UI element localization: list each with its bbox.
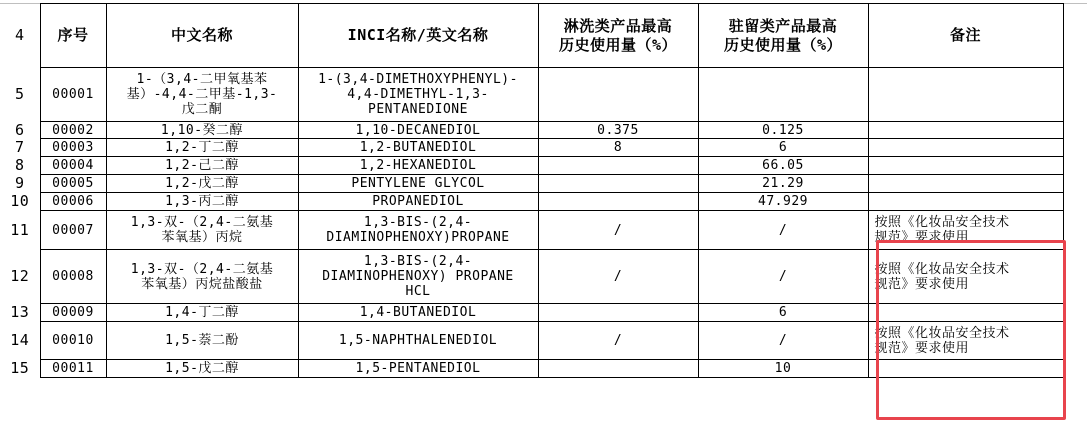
remarks-cell[interactable]	[868, 360, 1063, 378]
remarks-cell[interactable]	[868, 175, 1063, 193]
row-number[interactable]: 10	[0, 193, 40, 211]
chinese-name-cell[interactable]: 1,4-丁二醇	[106, 304, 298, 322]
serial-number-cell[interactable]: 00002	[40, 122, 106, 139]
inci-name-cell[interactable]: 1,2-BUTANEDIOL	[298, 139, 538, 157]
inci-name-cell[interactable]: 1,5-NAPHTHALENEDIOL	[298, 322, 538, 360]
table-row	[0, 157, 1063, 175]
leave-on-max-cell[interactable]: /	[698, 211, 868, 250]
table-row	[0, 211, 1063, 250]
row-number[interactable]: 7	[0, 139, 40, 157]
row-number[interactable]: 4	[0, 4, 40, 68]
table-row	[0, 122, 1063, 139]
serial-number-cell[interactable]: 00001	[40, 68, 106, 122]
remarks-cell[interactable]: 按照《化妆品安全技术 规范》要求使用	[868, 211, 1063, 250]
row-number[interactable]: 8	[0, 157, 40, 175]
serial-number-cell[interactable]: 00006	[40, 193, 106, 211]
column-header[interactable]: 序号	[40, 4, 106, 68]
remarks-cell[interactable]	[868, 122, 1063, 139]
rinse-off-max-cell[interactable]: 8	[538, 139, 698, 157]
inci-name-cell[interactable]: PROPANEDIOL	[298, 193, 538, 211]
table-row	[0, 360, 1063, 378]
remarks-cell[interactable]	[868, 304, 1063, 322]
row-number[interactable]: 13	[0, 304, 40, 322]
table-row	[0, 304, 1063, 322]
serial-number-cell[interactable]: 00004	[40, 157, 106, 175]
leave-on-max-cell[interactable]: /	[698, 322, 868, 360]
leave-on-max-cell[interactable]: 6	[698, 139, 868, 157]
leave-on-max-cell[interactable]: 6	[698, 304, 868, 322]
rinse-off-max-cell[interactable]	[538, 175, 698, 193]
inci-name-cell[interactable]: 1,2-HEXANEDIOL	[298, 157, 538, 175]
chinese-name-cell[interactable]: 1-（3,4-二甲氧基苯 基）-4,4-二甲基-1,3- 戊二酮	[106, 68, 298, 122]
table-row	[0, 68, 1063, 122]
rinse-off-max-cell[interactable]: /	[538, 322, 698, 360]
table-row	[0, 139, 1063, 157]
row-number[interactable]: 6	[0, 122, 40, 139]
inci-name-cell[interactable]: 1,5-PENTANEDIOL	[298, 360, 538, 378]
row-number[interactable]: 14	[0, 322, 40, 360]
rinse-off-max-cell[interactable]	[538, 193, 698, 211]
inci-name-cell[interactable]: 1,4-BUTANEDIOL	[298, 304, 538, 322]
rinse-off-max-cell[interactable]: /	[538, 250, 698, 304]
leave-on-max-cell[interactable]: 0.125	[698, 122, 868, 139]
chinese-name-cell[interactable]: 1,5-萘二酚	[106, 322, 298, 360]
serial-number-cell[interactable]: 00005	[40, 175, 106, 193]
chinese-name-cell[interactable]: 1,3-丙二醇	[106, 193, 298, 211]
rinse-off-max-cell[interactable]: 0.375	[538, 122, 698, 139]
remarks-cell[interactable]	[868, 193, 1063, 211]
serial-number-cell[interactable]: 00003	[40, 139, 106, 157]
column-header[interactable]: 备注	[868, 4, 1063, 68]
ingredient-table	[0, 3, 1064, 378]
remarks-cell[interactable]: 按照《化妆品安全技术 规范》要求使用	[868, 250, 1063, 304]
serial-number-cell[interactable]: 00011	[40, 360, 106, 378]
column-header[interactable]: 中文名称	[106, 4, 298, 68]
inci-name-cell[interactable]: 1,3-BIS-(2,4- DIAMINOPHENOXY) PROPANE HCL	[298, 250, 538, 304]
remarks-cell[interactable]	[868, 157, 1063, 175]
column-header[interactable]: 驻留类产品最高 历史使用量（%）	[698, 4, 868, 68]
row-number[interactable]: 9	[0, 175, 40, 193]
table-row	[0, 322, 1063, 360]
header-row	[0, 4, 1063, 68]
leave-on-max-cell[interactable]: 66.05	[698, 157, 868, 175]
inci-name-cell[interactable]: PENTYLENE GLYCOL	[298, 175, 538, 193]
table-row	[0, 175, 1063, 193]
row-number[interactable]: 15	[0, 360, 40, 378]
remarks-cell[interactable]: 按照《化妆品安全技术 规范》要求使用	[868, 322, 1063, 360]
inci-name-cell[interactable]: 1,3-BIS-(2,4- DIAMINOPHENOXY)PROPANE	[298, 211, 538, 250]
chinese-name-cell[interactable]: 1,3-双-（2,4-二氨基 苯氧基）丙烷	[106, 211, 298, 250]
serial-number-cell[interactable]: 00009	[40, 304, 106, 322]
rinse-off-max-cell[interactable]	[538, 157, 698, 175]
chinese-name-cell[interactable]: 1,2-戊二醇	[106, 175, 298, 193]
column-header[interactable]: INCI名称/英文名称	[298, 4, 538, 68]
chinese-name-cell[interactable]: 1,2-丁二醇	[106, 139, 298, 157]
table-row	[0, 250, 1063, 304]
column-header[interactable]: 淋洗类产品最高 历史使用量（%）	[538, 4, 698, 68]
leave-on-max-cell[interactable]: 21.29	[698, 175, 868, 193]
serial-number-cell[interactable]: 00008	[40, 250, 106, 304]
serial-number-cell[interactable]: 00007	[40, 211, 106, 250]
chinese-name-cell[interactable]: 1,2-己二醇	[106, 157, 298, 175]
chinese-name-cell[interactable]: 1,10-癸二醇	[106, 122, 298, 139]
row-number[interactable]: 5	[0, 68, 40, 122]
rinse-off-max-cell[interactable]	[538, 68, 698, 122]
rinse-off-max-cell[interactable]	[538, 360, 698, 378]
inci-name-cell[interactable]: 1,10-DECANEDIOL	[298, 122, 538, 139]
leave-on-max-cell[interactable]	[698, 68, 868, 122]
leave-on-max-cell[interactable]: 47.929	[698, 193, 868, 211]
remarks-cell[interactable]	[868, 139, 1063, 157]
row-number[interactable]: 12	[0, 250, 40, 304]
inci-name-cell[interactable]: 1-(3,4-DIMETHOXYPHENYL)- 4,4-DIMETHYL-1,3- PENTANEDIONE	[298, 68, 538, 122]
leave-on-max-cell[interactable]: /	[698, 250, 868, 304]
remarks-cell[interactable]	[868, 68, 1063, 122]
chinese-name-cell[interactable]: 1,5-戊二醇	[106, 360, 298, 378]
viewport-bottom-edge	[0, 427, 1087, 436]
leave-on-max-cell[interactable]: 10	[698, 360, 868, 378]
row-number[interactable]: 11	[0, 211, 40, 250]
rinse-off-max-cell[interactable]	[538, 304, 698, 322]
chinese-name-cell[interactable]: 1,3-双-（2,4-二氨基 苯氧基）丙烷盐酸盐	[106, 250, 298, 304]
table-row	[0, 193, 1063, 211]
serial-number-cell[interactable]: 00010	[40, 322, 106, 360]
rinse-off-max-cell[interactable]: /	[538, 211, 698, 250]
